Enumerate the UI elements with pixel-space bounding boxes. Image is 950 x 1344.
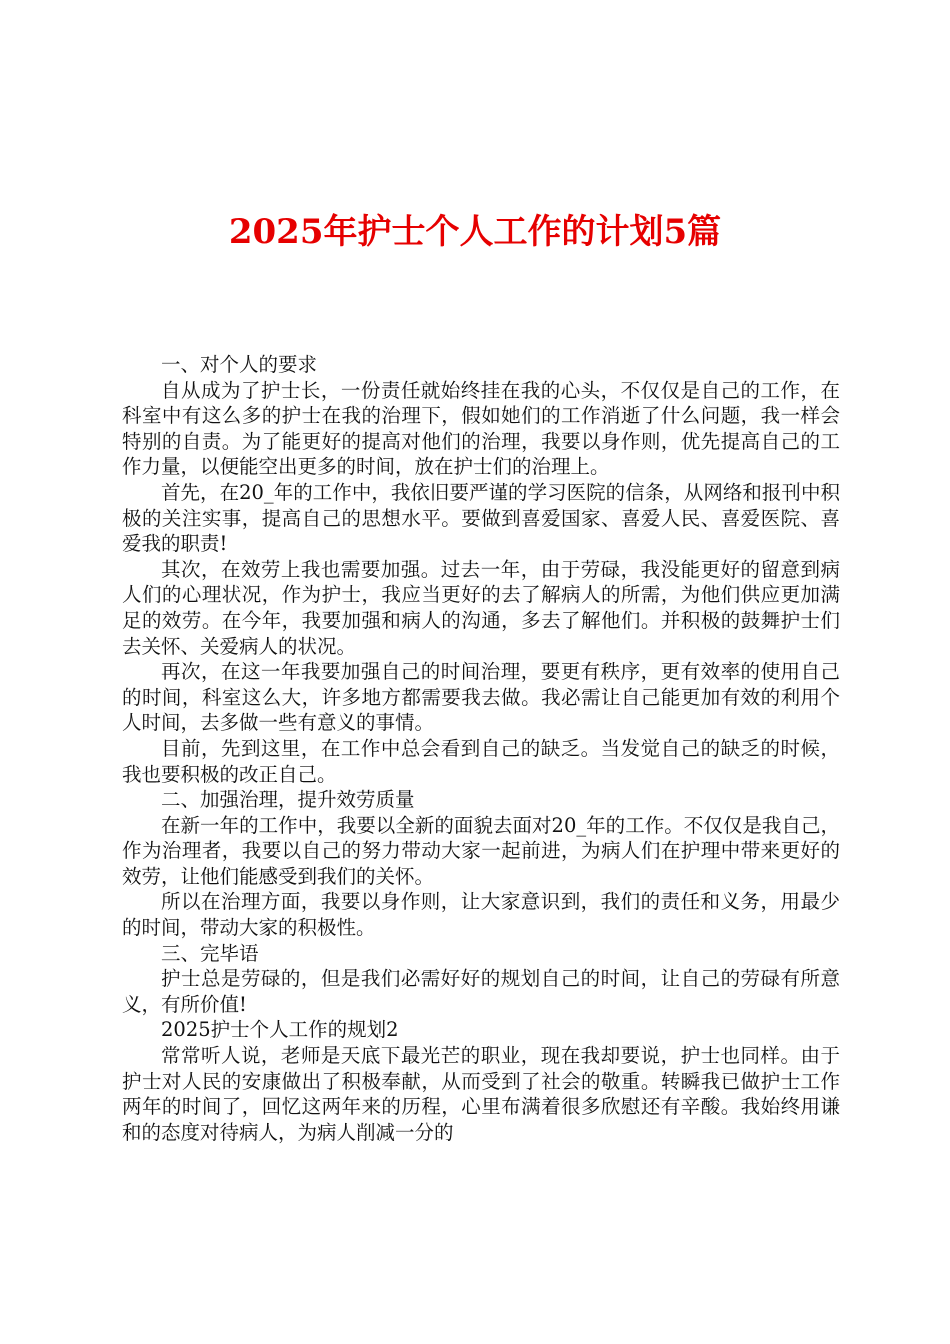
- paragraph: 其次，在效劳上我也需要加强。过去一年，由于劳碌，我没能更好的留意到病人们的心理状况，作为护士，我应当更好的去了解病人的所需，为他们供应更加满足的效劳。在今年，我要加强和病人的沟通，多去了解他们。并积极的鼓舞护士们去关怀、关爱病人的状况。: [122, 557, 840, 658]
- paragraph: 常常听人说，老师是天底下最光芒的职业，现在我却要说，护士也同样。由于护士对人民的安康做出了积极奉献，从而受到了社会的敬重。转瞬我已做护士工作两年的时间了，回忆这两年来的历程，心里布满着很多欣慰还有辛酸。我始终用谦和的态度对待病人，为病人削减一分的: [122, 1044, 840, 1144]
- paragraph: 护士总是劳碌的，但是我们必需好好的规划自己的时间，让自己的劳碌有所意义，有所价值!: [122, 967, 840, 1016]
- paragraph: 首先，在20_年的工作中，我依旧要严谨的学习医院的信条，从网络和报刊中积极的关注实事，提高自己的思想水平。要做到喜爱国家、喜爱人民、喜爱医院、喜爱我的职责!: [122, 480, 840, 556]
- paragraph: 自从成为了护士长，一份责任就始终挂在我的心头，不仅仅是自己的工作，在科室中有这么多的护士在我的治理下，假如她们的工作消逝了什么问题，我一样会特别的自责。为了能更好的提高对他们的治理，我要以身作则，优先提高自己的工作力量，以便能空出更多的时间，放在护士们的治理上。: [122, 378, 840, 479]
- paragraph: 所以在治理方面，我要以身作则，让大家意识到，我们的责任和义务，用最少的时间，带动大家的积极性。: [122, 890, 840, 940]
- paragraph: 目前，先到这里，在工作中总会看到自己的缺乏。当发觉自己的缺乏的时候，我也要积极的改正自己。: [122, 736, 840, 786]
- document-body: [122, 352, 840, 1145]
- paragraph: 在新一年的工作中，我要以全新的面貌去面对20_年的工作。不仅仅是我自己，作为治理者，我要以自己的努力带动大家一起前进，为病人们在护理中带来更好的效劳，让他们能感受到我们的关怀。: [122, 813, 840, 888]
- subtitle-plan-2: 2025护士个人工作的规划2: [161, 1018, 399, 1042]
- document-title: 2025年护士个人工作的计划5篇: [228, 212, 722, 252]
- section-heading-2: 二、加强治理，提升效劳质量: [161, 788, 415, 812]
- section-heading-3: 三、完毕语: [161, 941, 259, 965]
- paragraph: 再次，在这一年我要加强自己的时间治理，要更有秩序，更有效率的使用自己的时间，科室这么大，许多地方都需要我去做。我必需让自己能更加有效的利用个人时间，去多做一些有意义的事情。: [122, 660, 840, 735]
- section-heading-1: 一、对个人的要求: [161, 353, 318, 376]
